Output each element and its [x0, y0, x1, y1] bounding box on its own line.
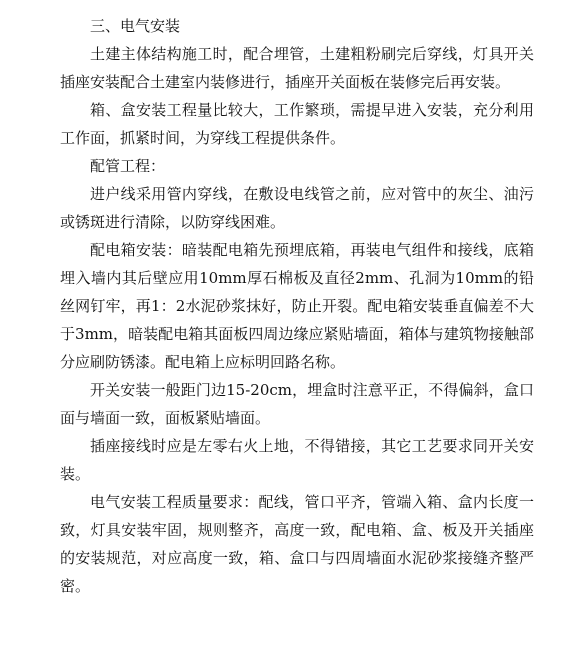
paragraph-distribution-box: 配电箱安装：暗装配电箱先预埋底箱，再装电气组件和接线，底箱埋入墙内其后壁应用10mm厚石棉板及直径2mm、孔洞为10mm的铅丝网钉牢，再1：2水泥砂浆抹好，防止开裂。配电箱安装垂直偏差不大于3mm，暗装配电箱其面板四周边缘应紧贴墙面，箱体与建筑物接触部分应刷防锈漆。配电箱上应标明回路名称。 [60, 241, 534, 371]
section-heading: 三、电气安装 [90, 17, 181, 35]
paragraph-construction-coordination: 土建主体结构施工时，配合埋管，土建粗粉刷完后穿线，灯具开关插座安装配合土建室内装修进行，插座开关面板在装修完后再安装。 [60, 45, 534, 91]
paragraph-switch-installation: 开关安装一般距门边15-20cm，埋盒时注意平正，不得偏斜，盒口面与墙面一致，面板紧贴墙面。 [60, 381, 534, 427]
paragraph-service-entrance: 进户线采用管内穿线，在敷设电线管之前，应对管中的灰尘、油污或锈斑进行清除，以防穿线困难。 [60, 185, 534, 231]
paragraph-box-installation: 箱、盒安装工程量比较大，工作繁琐，需提早进入安装，充分利用工作面，抓紧时间，为穿线工程提供条件。 [60, 101, 534, 147]
paragraph-socket-wiring: 插座接线时应是左零右火上地，不得错接，其它工艺要求同开关安装。 [60, 437, 534, 483]
paragraph-quality-requirements: 电气安装工程质量要求：配线，管口平齐，管端入箱、盒内长度一致，灯具安装牢固，规则整齐，高度一致，配电箱、盒、板及开关插座的安装规范，对应高度一致，箱、盒口与四周墙面水泥砂浆接缝齐整严密。 [60, 493, 534, 595]
document-body [60, 12, 534, 600]
paragraph-conduit-heading: 配管工程： [90, 157, 166, 175]
